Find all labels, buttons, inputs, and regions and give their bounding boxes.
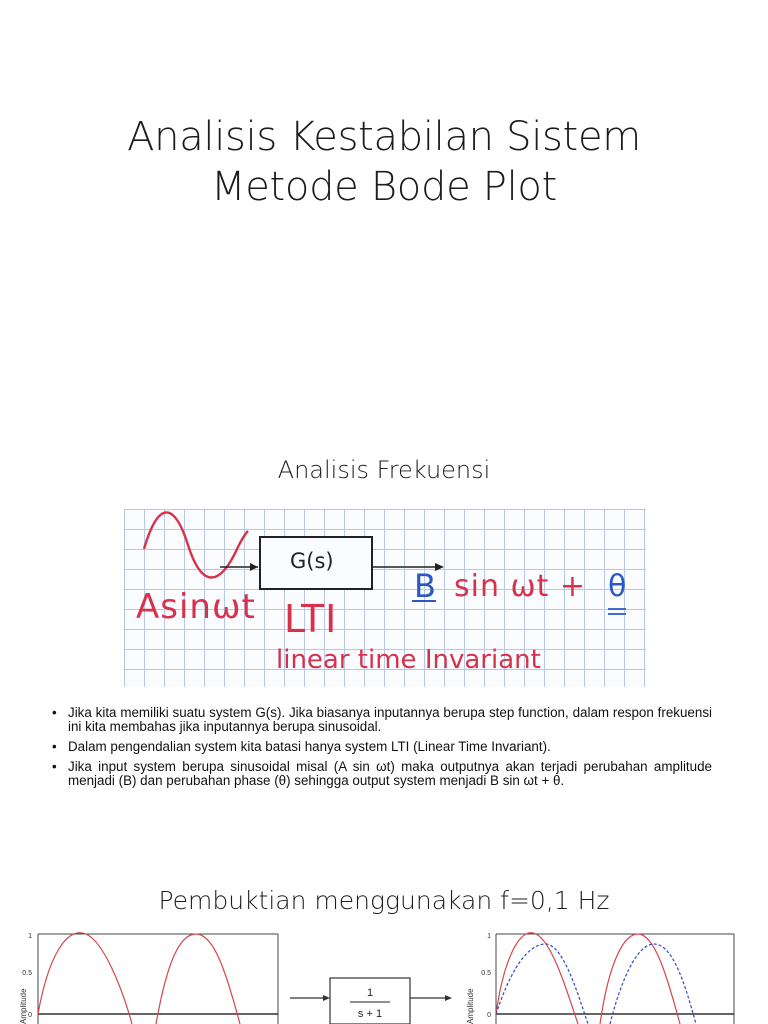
left-plot-tick-1: 1 (28, 933, 32, 940)
left-plot-tick-05: 0.5 (22, 970, 32, 977)
slide-title-line2: Metode Bode Plot (211, 164, 557, 210)
output-b-label: B (414, 567, 437, 605)
section-heading-analisis: Analisis Frekuensi (277, 456, 491, 484)
slide-title-line1: Analisis Kestabilan Sistem (127, 114, 641, 160)
right-plot-ylabel: Amplitude (466, 988, 475, 1024)
tf-denominator: s + 1 (357, 1008, 383, 1020)
left-plot-tick-0: 0 (28, 1012, 32, 1019)
right-plot-tick-0: 0 (487, 1012, 491, 1019)
section-heading-proof: Pembuktian menggunakan f=0,1 Hz (158, 886, 610, 915)
block-label: G(s) (290, 549, 334, 573)
right-plot-output-sine (496, 944, 696, 1024)
right-plot (466, 933, 734, 1024)
right-plot-tick-05: 0.5 (481, 970, 491, 977)
lti-label: LTI (284, 597, 338, 641)
bullet-item-3: • Jika input system berupa sinusoidal misal (A sin ωt) maka outputnya akan terjadi perubahan amplitude menjadi (B) dan perubahan phase (θ) sehingga output system menjadi B sin ωt + θ. (52, 760, 712, 788)
output-theta-label: θ (608, 569, 628, 604)
bullet-list (52, 706, 712, 794)
tf-block (290, 978, 452, 1024)
tf-numerator: 1 (366, 987, 374, 999)
proof-figure (0, 928, 768, 1024)
left-plot-ylabel: Amplitude (19, 988, 28, 1024)
slide-title (0, 112, 768, 212)
tf-output-arrow-head (445, 995, 452, 1001)
input-label: Asinωt (136, 587, 256, 627)
output-rest-label: sin ωt + (454, 569, 587, 604)
right-plot-input-sine (496, 933, 680, 1024)
bullet-item-2: • Dalam pengendalian system kita batasi hanya system LTI (Linear Time Invariant). (52, 740, 712, 754)
left-plot-input-sine (38, 933, 240, 1024)
lti-expansion-label: linear time Invariant (276, 645, 541, 675)
input-arrow-head (250, 563, 258, 571)
right-plot-tick-1: 1 (487, 933, 491, 940)
tf-input-arrow-head (323, 995, 330, 1001)
block-diagram-figure (124, 509, 646, 687)
left-plot (19, 933, 278, 1024)
bullet-item-1: • Jika kita memiliki suatu system G(s). Jika biasanya inputannya berupa step function, dalam respon frekuensi ini kita membahas jika inputannya berupa sinusoidal. (52, 706, 712, 734)
